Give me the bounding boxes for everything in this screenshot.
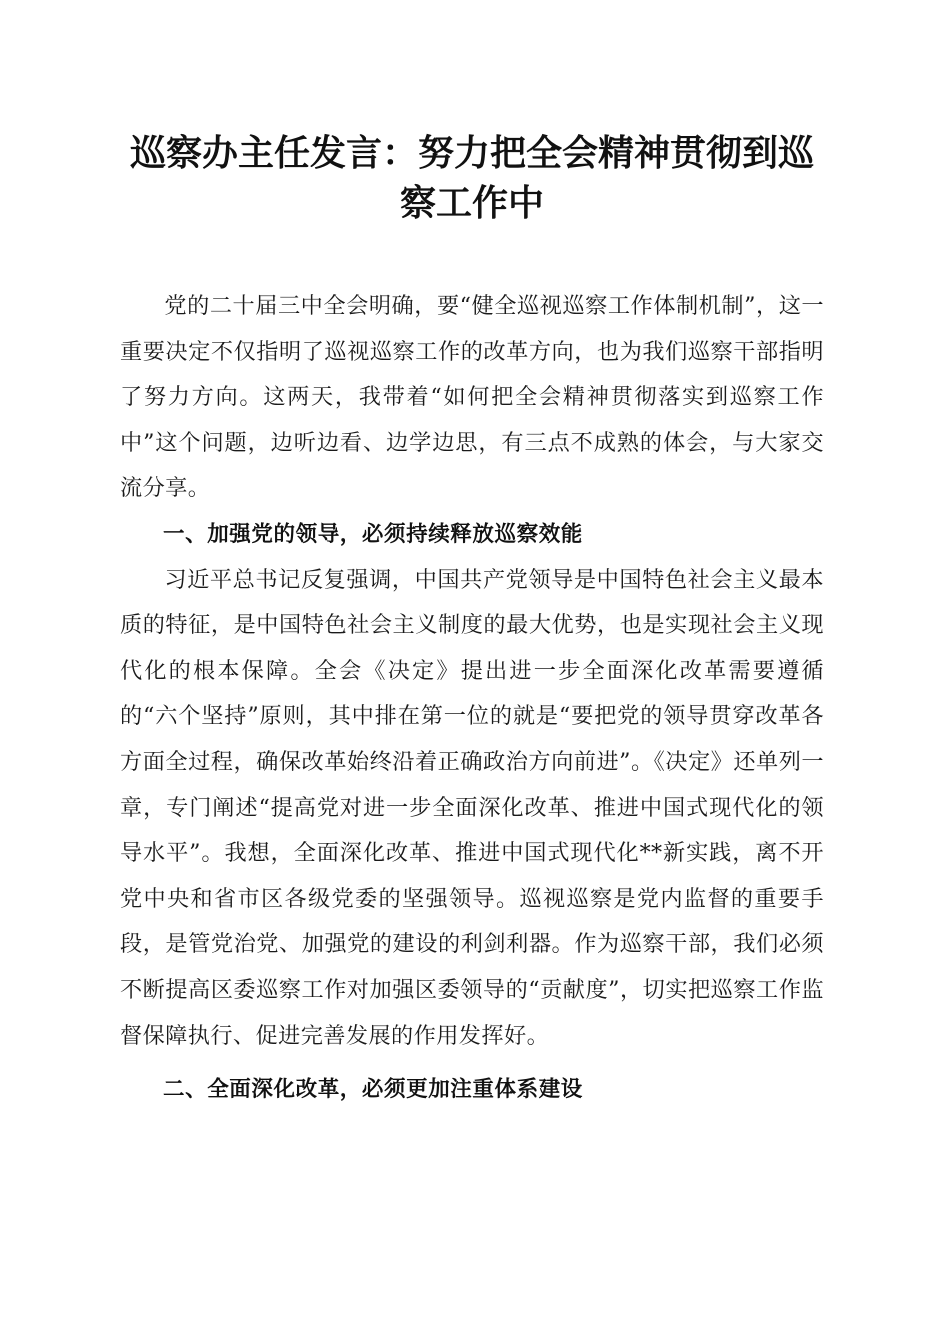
section-1-paragraph: 习近平总书记反复强调，中国共产党领导是中国特色社会主义最本质的特征，是中国特色社会主义制度的最大优势，也是实现社会主义现代化的根本保障。全会《决定》提出进一步全面深化改革需要遵循的“六个坚持”原则，其中排在第一位的就是“要把党的领导贯穿改革各方面全过程，确保改革始终沿着正确政治方向前进”。《决定》还单列一章，专门阐述“提高党对进一步全面深化改革、推进中国式现代化的领导水平”。我想，全面深化改革、推进中国式现代化**新实践，离不开党中央和省市区各级党委的坚强领导。巡视巡察是党内监督的重要手段，是管党治党、加强党的建设的利剑利器。作为巡察干部，我们必须不断提高区委巡察工作对加强区委领导的“贡献度”，切实把巡察工作监督保障执行、促进完善发展的作用发挥好。 — [120, 566, 824, 1049]
section-heading-2: 二、全面深化改革，必须更加注重体系建设 — [163, 1077, 583, 1103]
document-body — [120, 284, 824, 1113]
document-title: 巡察办主任发言：努力把全会精神贯彻到巡察工作中 — [129, 132, 814, 224]
intro-paragraph: 党的二十届三中全会明确，要“健全巡视巡察工作体制机制”，这一重要决定不仅指明了巡视巡察工作的改革方向，也为我们巡察干部指明了努力方向。这两天，我带着“如何把全会精神贯彻落实到巡察工作中”这个问题，边听边看、边学边思，有三点不成熟的体会，与大家交流分享。 — [120, 293, 824, 502]
document-page — [120, 128, 824, 1113]
section-heading-1: 一、加强党的领导，必须持续释放巡察效能 — [163, 521, 583, 547]
